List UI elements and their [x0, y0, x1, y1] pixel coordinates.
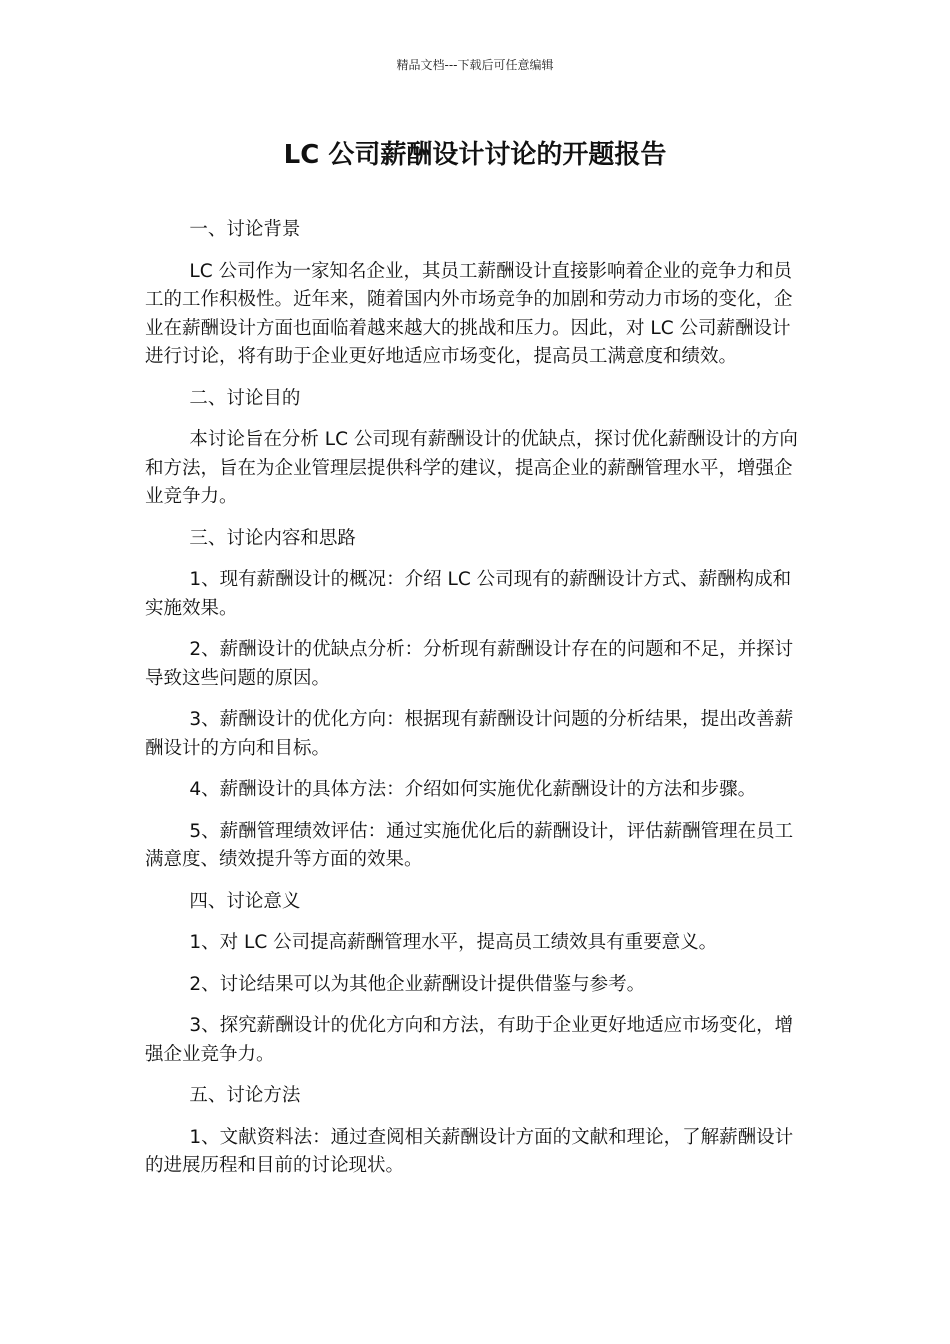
page-header-watermark: 精品文档---下载后可任意编辑: [396, 58, 554, 72]
list-item-content-1: 1、现有薪酬设计的概况：介绍 LC 公司现有的薪酬设计方式、薪酬构成和实施效果。: [145, 569, 792, 619]
list-item-content-3: 3、薪酬设计的优化方向：根据现有薪酬设计问题的分析结果，提出改善薪酬设计的方向和目标。: [145, 709, 794, 759]
list-item-content-2: 2、薪酬设计的优缺点分析：分析现有薪酬设计存在的问题和不足，并探讨导致这些问题的原因。: [145, 639, 794, 689]
list-item-content-5: 5、薪酬管理绩效评估：通过实施优化后的薪酬设计，评估薪酬管理在员工满意度、绩效提升等方面的效果。: [145, 820, 794, 870]
document-body: [145, 216, 805, 1194]
list-item-method-1: 1、文献资料法：通过查阅相关薪酬设计方面的文献和理论，了解薪酬设计的进展历程和目前的讨论现状。: [145, 1126, 794, 1176]
list-item-content-4: 4、薪酬设计的具体方法：介绍如何实施优化薪酬设计的方法和步骤。: [189, 779, 757, 800]
section-heading-background: 一、讨论背景: [189, 219, 301, 240]
paragraph-background: LC 公司作为一家知名企业，其员工薪酬设计直接影响着企业的竞争力和员工的工作积极性。近年来，随着国内外市场竞争的加剧和劳动力市场的变化，企业在薪酬设计方面也面临着越来越大的挑战和压力。因此，对 LC 公司薪酬设计进行讨论，将有助于企业更好地适应市场变化，提高员工满意度和绩效。: [145, 260, 793, 367]
document-title: LC 公司薪酬设计讨论的开题报告: [283, 140, 667, 170]
list-item-significance-1: 1、对 LC 公司提高薪酬管理水平，提高员工绩效具有重要意义。: [189, 932, 718, 953]
list-item-significance-2: 2、讨论结果可以为其他企业薪酬设计提供借鉴与参考。: [189, 973, 646, 995]
section-heading-content: 三、讨论内容和思路: [189, 527, 356, 549]
section-heading-significance: 四、讨论意义: [189, 890, 301, 912]
section-heading-purpose: 二、讨论目的: [189, 387, 301, 409]
paragraph-purpose: 本讨论旨在分析 LC 公司现有薪酬设计的优缺点，探讨优化薪酬设计的方向和方法，旨在为企业管理层提供科学的建议，提高企业的薪酬管理水平，增强企业竞争力。: [145, 429, 798, 507]
list-item-significance-3: 3、探究薪酬设计的优化方向和方法，有助于企业更好地适应市场变化，增强企业竞争力。: [145, 1015, 794, 1065]
section-heading-method: 五、讨论方法: [189, 1085, 301, 1106]
